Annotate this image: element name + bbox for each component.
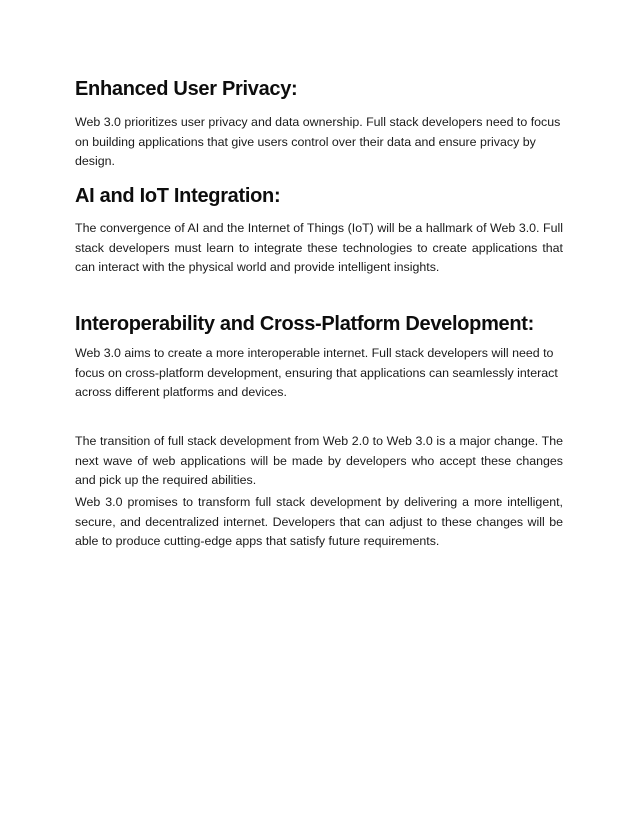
- section-heading-interoperability: Interoperability and Cross-Platform Development:: [75, 313, 535, 335]
- section-body-interoperability: Web 3.0 aims to create a more interoperable internet. Full stack developers will need to focus on cross-platform development, ensuring that applications can seamlessly interact across different platforms and devices.: [75, 346, 558, 399]
- section-body-privacy: Web 3.0 prioritizes user privacy and data ownership. Full stack developers need to focus on building applications that give users control over their data and ensure privacy by design.: [75, 115, 561, 168]
- section-body-ai-iot: The convergence of AI and the Internet of Things (IoT) will be a hallmark of Web 3.0. Full stack developers must learn to integrate these technologies to create applications that can interact with the physical world and provide intelligent insights.: [75, 221, 563, 274]
- section-heading-privacy: Enhanced User Privacy:: [75, 78, 298, 100]
- conclusion-paragraph-2: Web 3.0 promises to transform full stack development by delivering a more intelligent, secure, and decentralized internet. Developers that can adjust to these changes will be able to produce cutting-edge apps that satisfy future requirements.: [75, 495, 563, 548]
- conclusion-paragraph-1: The transition of full stack development from Web 2.0 to Web 3.0 is a major change. The next wave of web applications will be made by developers who accept these changes and pick up the required abilities.: [75, 434, 563, 487]
- section-heading-ai-iot: AI and IoT Integration:: [75, 185, 281, 207]
